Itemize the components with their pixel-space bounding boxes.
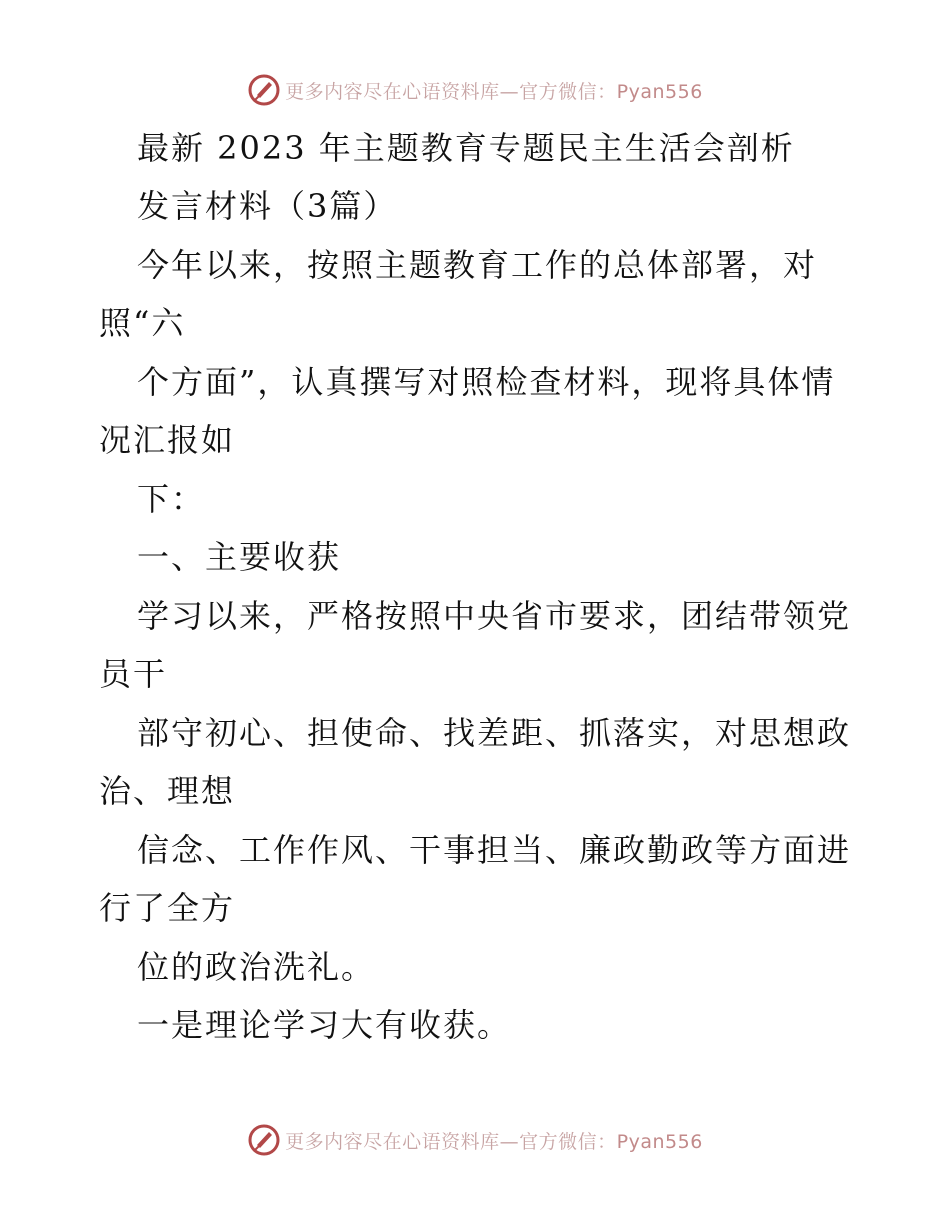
paragraph-line: 位的政治洗礼。 [137,948,376,986]
paragraph-line: 今年以来，按照主题教育工作的总体部署，对 [137,246,818,284]
logo-icon [247,73,281,107]
paragraph-line: 治、理想 [99,772,236,810]
paragraph-line: 员干 [99,655,168,693]
watermark-text: 更多内容尽在心语资料库—官方微信：Pyan556 [285,80,703,103]
section-heading: 一、主要收获 [137,538,342,576]
footer-watermark [0,1120,950,1160]
document-title: 最新 2023 年主题教育专题民主生活会剖析 [137,129,795,167]
paragraph-line: 下： [137,480,206,518]
logo-icon [247,1123,281,1157]
paragraph-line: 学习以来，严格按照中央省市要求，团结带领党 [137,597,852,635]
watermark-text: 更多内容尽在心语资料库—官方微信：Pyan556 [285,1130,703,1153]
paragraph-line: 行了全方 [99,889,236,927]
document-subtitle: 发言材料（3篇） [137,187,398,225]
paragraph-line: 信念、工作作风、干事担当、廉政勤政等方面进 [137,831,852,869]
paragraph-line: 部守初心、担使命、找差距、抓落实，对思想政 [137,714,852,752]
header-watermark [0,70,950,110]
paragraph-line: 照“六 [99,304,186,342]
paragraph-line: 况汇报如 [99,421,236,459]
paragraph-line: 个方面”，认真撰写对照检查材料，现将具体情 [137,363,836,401]
paragraph-line: 一是理论学习大有收获。 [137,1006,512,1044]
